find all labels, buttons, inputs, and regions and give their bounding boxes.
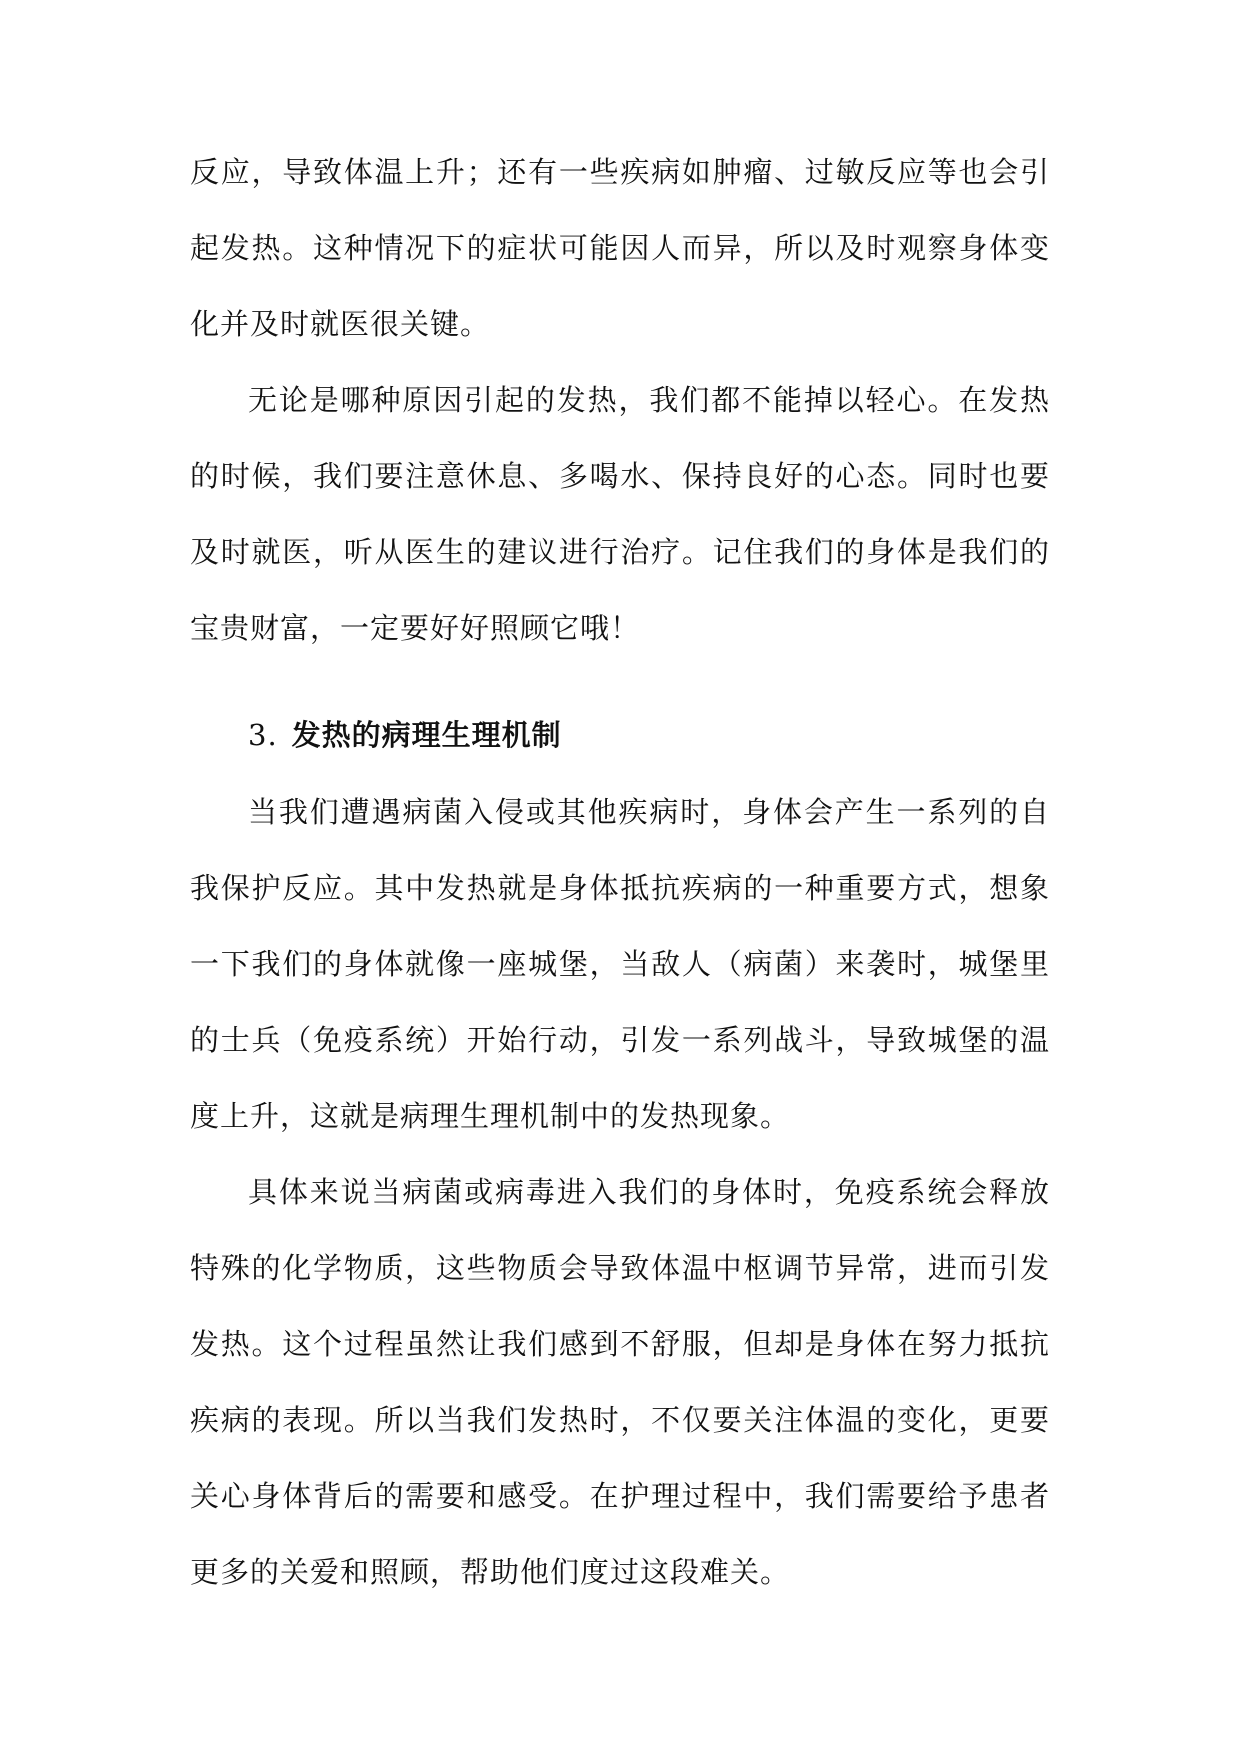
paragraph-2: 无论是哪种原因引起的发热，我们都不能掉以轻心。在发热的时候，我们要注意休息、多喝水、保持良好的心态。同时也要及时就医，听从医生的建议进行治疗。记住我们的身体是我们的宝贵财富，一定要好好照顾它哦！ xyxy=(190,383,1050,645)
section-title: 发热的病理生理机制 xyxy=(291,718,562,752)
paragraph-1: 反应，导致体温上升；还有一些疾病如肿瘤、过敏反应等也会引起发热。这种情况下的症状可能因人而异，所以及时观察身体变化并及时就医很关键。 xyxy=(190,155,1050,341)
paragraph-3: 当我们遭遇病菌入侵或其他疾病时，身体会产生一系列的自我保护反应。其中发热就是身体抵抗疾病的一种重要方式，想象一下我们的身体就像一座城堡，当敌人（病菌）来袭时，城堡里的士兵（免疫系统）开始行动，引发一系列战斗，导致城堡的温度上升，这就是病理生理机制中的发热现象。 xyxy=(190,795,1050,1133)
section-heading xyxy=(248,697,562,773)
paragraph-4: 具体来说当病菌或病毒进入我们的身体时，免疫系统会释放特殊的化学物质，这些物质会导致体温中枢调节异常，进而引发发热。这个过程虽然让我们感到不舒服，但却是身体在努力抵抗疾病的表现。所以当我们发热时，不仅要关注体温的变化，更要关心身体背后的需要和感受。在护理过程中，我们需要给予患者更多的关爱和照顾，帮助他们度过这段难关。 xyxy=(190,1175,1050,1589)
section-number: 3. xyxy=(248,718,278,752)
